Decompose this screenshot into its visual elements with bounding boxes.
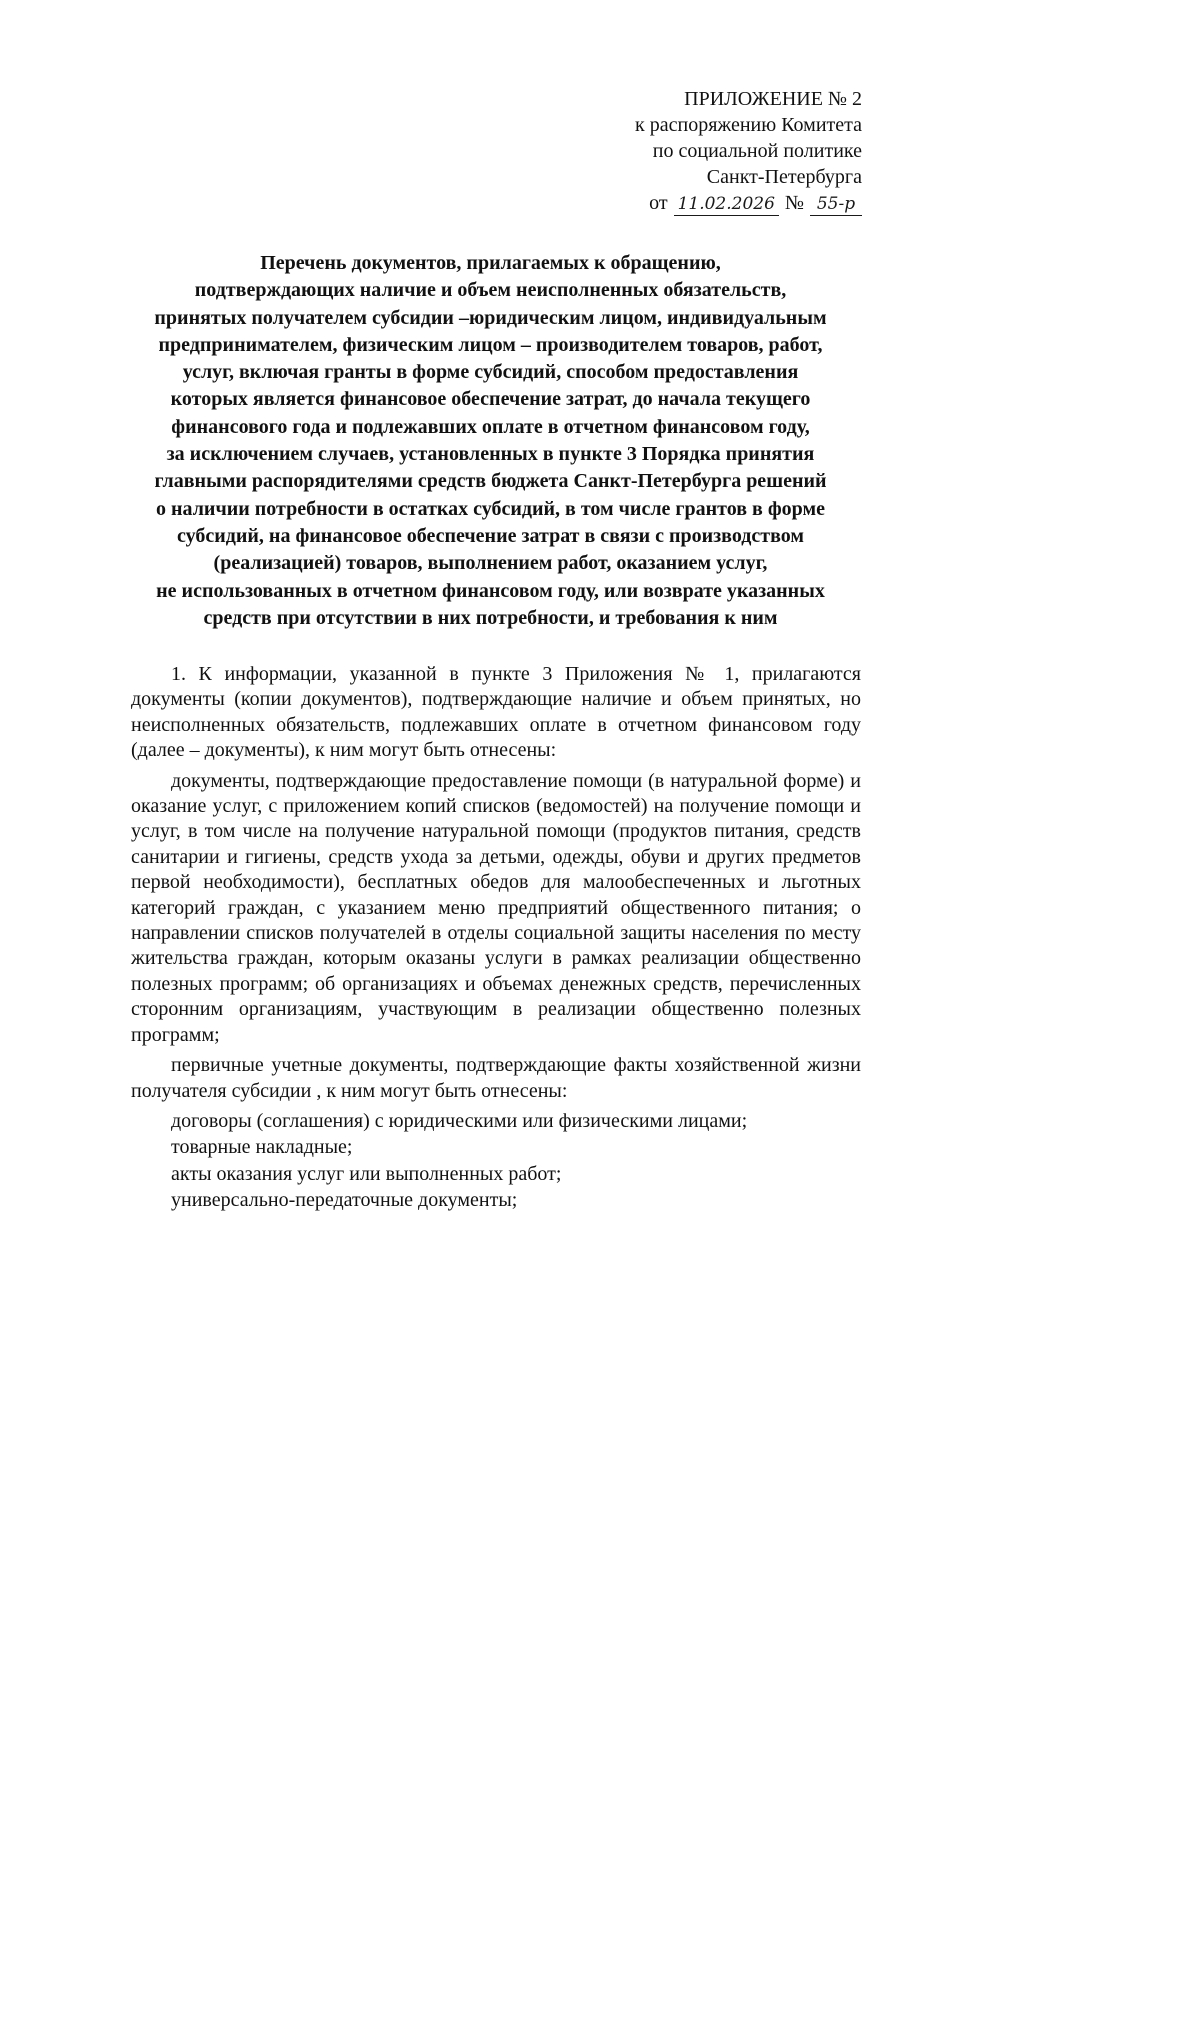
title-line: услуг, включая гранты в форме субсидий, способом предоставления [182, 361, 799, 384]
appendix-committee-line: по социальной политике [652, 140, 862, 162]
number-sign: № [784, 192, 804, 214]
title-line: главными распорядителями средств бюджета Санкт-Петербурга решений [154, 470, 827, 493]
title-line: финансового года и подлежавших оплате в отчетном финансовом году, [171, 415, 810, 438]
from-label: от [649, 192, 668, 214]
list-item-waybills: товарные накладные; [171, 1136, 353, 1159]
handwritten-date: 11.02.2026 [674, 193, 779, 216]
appendix-header [542, 86, 862, 216]
paragraph-primary-documents: первичные учетные документы, подтверждающие факты хозяйственной жизни получателя субсидии , к ним могут быть отнесены: [131, 1054, 861, 1102]
title-line: (реализацией) товаров, выполнением работ, оказанием услуг, [213, 552, 768, 575]
title-line: Перечень документов, прилагаемых к обращению, [260, 252, 721, 274]
title-line: о наличии потребности в остатках субсидий, в том числе грантов в форме [156, 497, 825, 520]
title-line: средств при отсутствии в них потребности, и требования к ним [203, 606, 778, 629]
list-item-contracts: договоры (соглашения) с юридическими или физическими лицами; [171, 1109, 748, 1132]
title-line: принятых получателем субсидии –юридическим лицом, индивидуальным [154, 306, 827, 329]
appendix-order-line: к распоряжению Комитета [635, 114, 862, 136]
title-line: субсидий, на финансовое обеспечение затрат в связи с производством [177, 524, 804, 547]
title-line: за исключением случаев, установленных в пункте 3 Порядка принятия [166, 443, 815, 466]
title-line: которых является финансовое обеспечение затрат, до начала текущего [170, 388, 811, 411]
title-line: не использованных в отчетном финансовом году, или возврате указанных [156, 579, 825, 602]
document-title [118, 250, 863, 632]
paragraph-item-1: 1. К информации, указанной в пункте 3 Приложения № 1, прилагаются документы (копии документов), подтверждающие наличие и объем принятых, но неисполненных обязательств, подлежавших оплате в отчетном финансовом году (далее – документы), к ним могут быть отнесены: [131, 663, 861, 762]
title-line: предпринимателем, физическим лицом – производителем товаров, работ, [158, 333, 823, 356]
list-item-upd: универсально-передаточные документы; [171, 1189, 518, 1212]
title-line: подтверждающих наличие и объем неисполненных обязательств, [194, 279, 787, 302]
appendix-date-number-line [542, 190, 862, 216]
appendix-city-line: Санкт-Петербурга [706, 166, 862, 188]
document-body [131, 662, 861, 1215]
paragraph-assistance-documents: документы, подтверждающие предоставление помощи (в натуральной форме) и оказание услуг, с приложением копий списков (ведомостей) на получение помощи и услуг, в том числе на получение натуральной помощи (продуктов питания, средств санитарии и гигиены, средств ухода за детьми, одежды, обуви и других предметов первой необходимости), бесплатных обедов для малообеспеченных и льготных категорий граждан, с указанием меню предприятий общественного питания; о направлении списков получателей в отделы социальной защиты населения по месту жительства граждан, которым оказаны услуги в рамках реализации общественно полезных программ; об организациях и объемах денежных средств, перечисленных сторонним организациям, участвующим в реализации общественно полезных программ; [131, 769, 861, 1046]
appendix-number: ПРИЛОЖЕНИЕ № 2 [684, 88, 862, 110]
handwritten-number: 55-р [810, 193, 862, 216]
list-item-acts: акты оказания услуг или выполненных работ; [171, 1162, 562, 1185]
